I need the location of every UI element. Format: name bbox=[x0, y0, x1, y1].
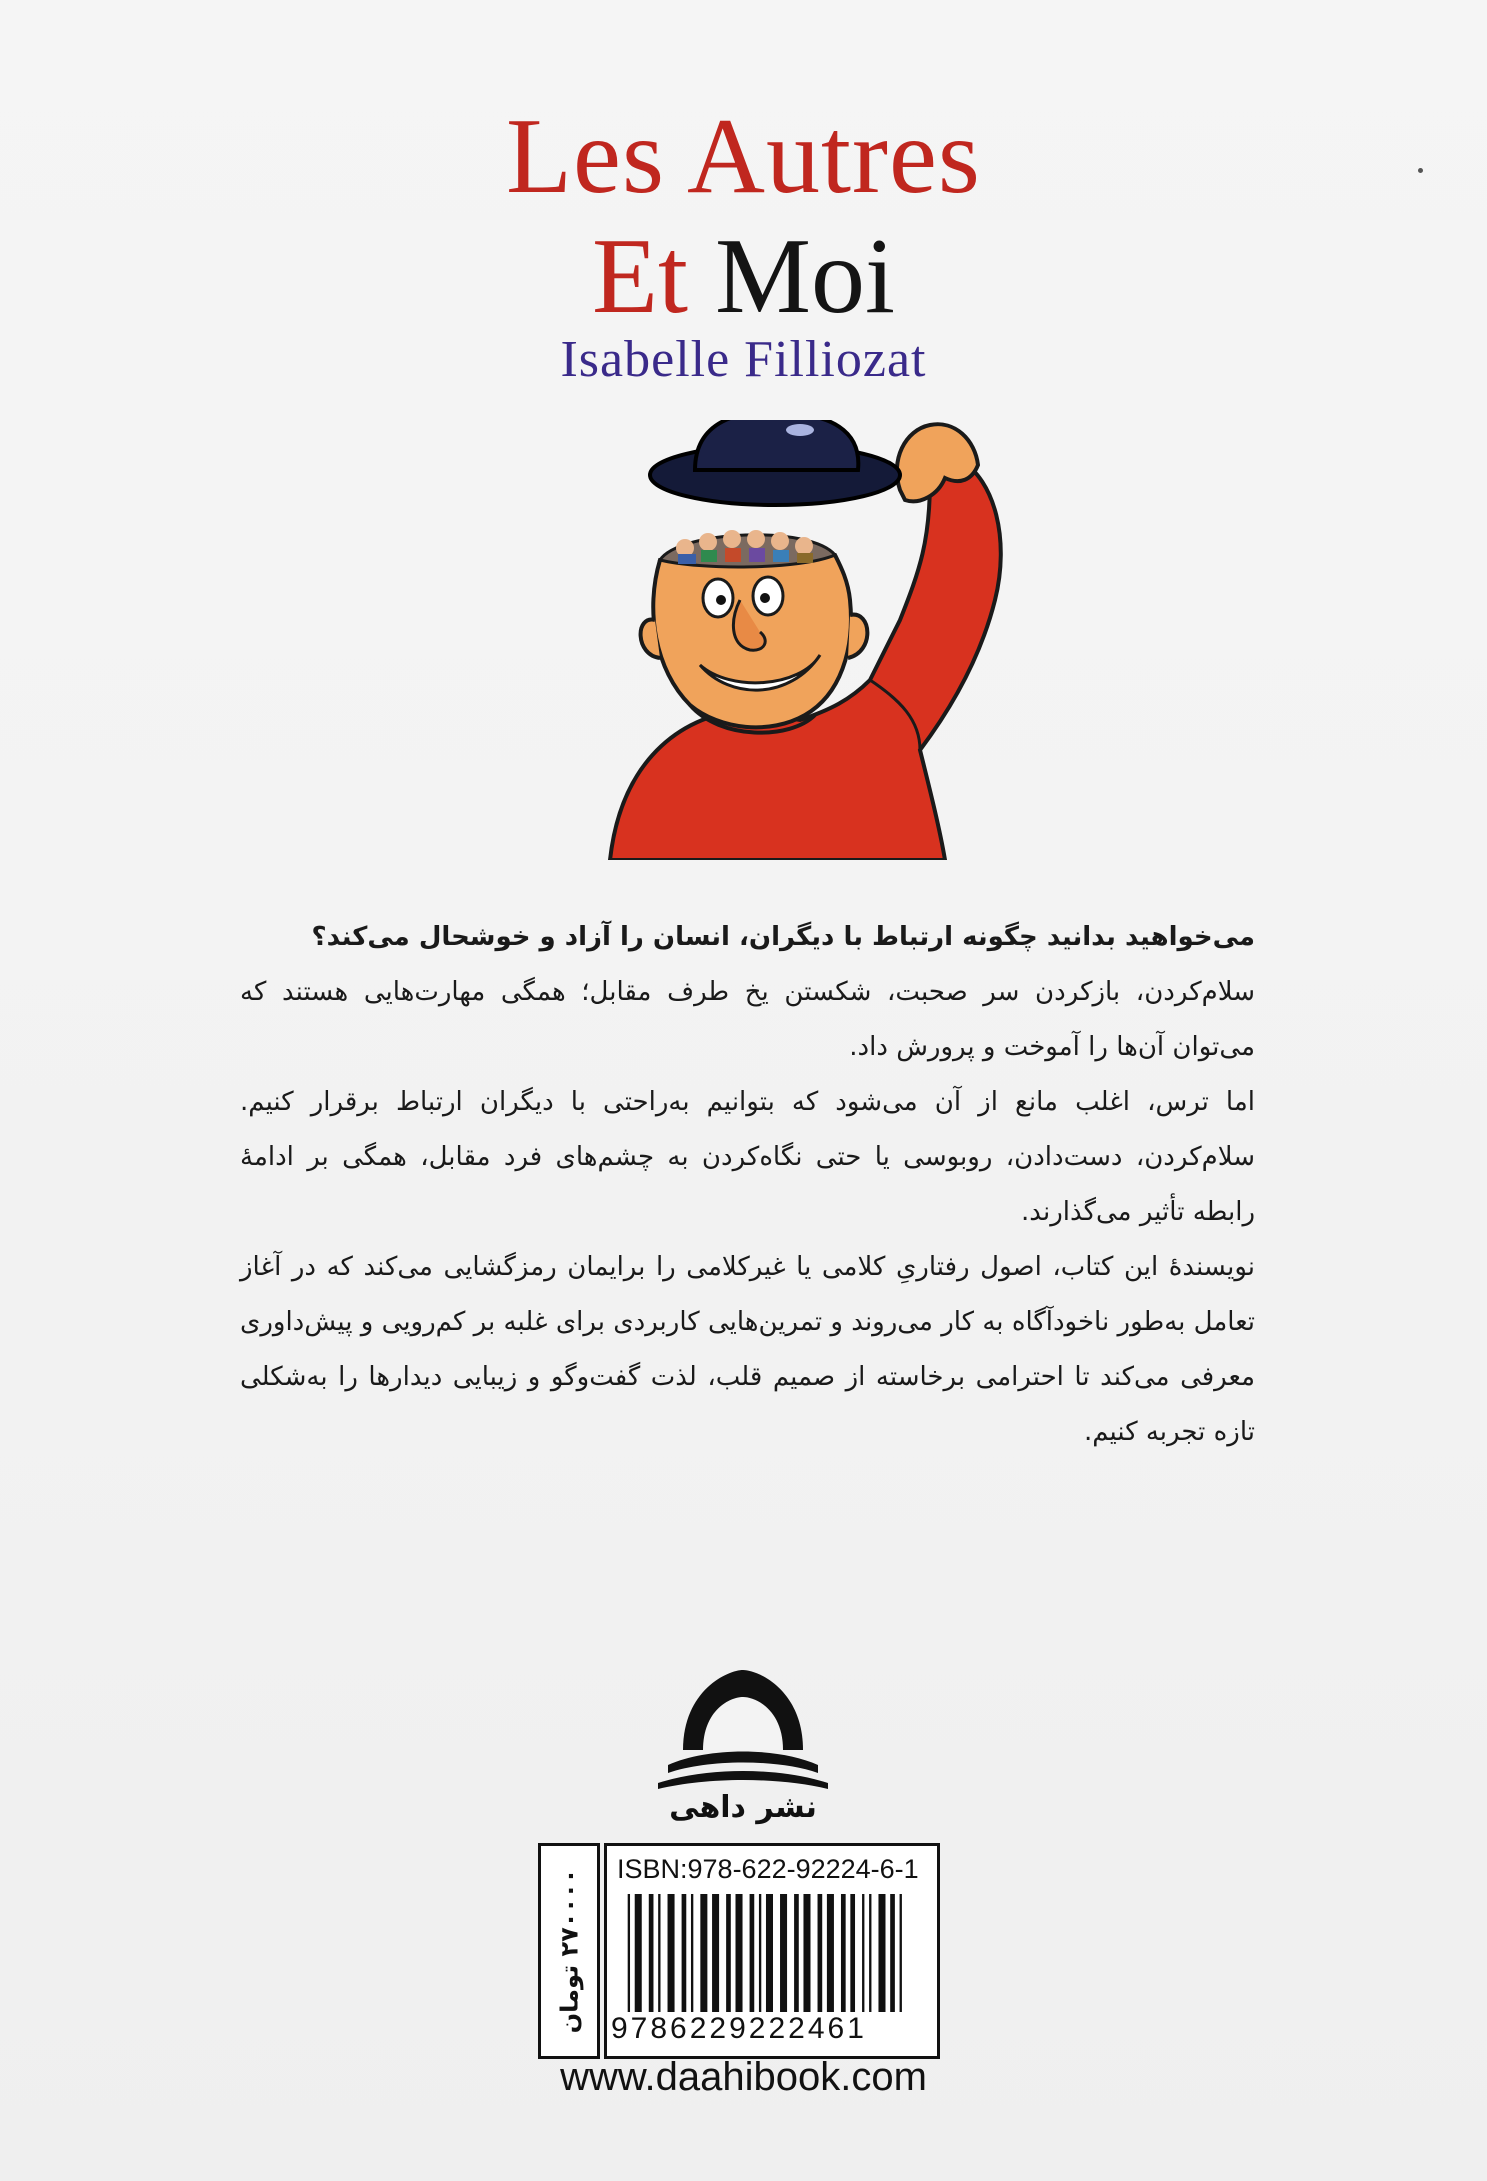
price-box bbox=[538, 1843, 600, 2059]
description-paragraph-3: نویسندهٔ این کتاب، اصول رفتاریِ کلامی یا غیرکلامی را برایمان رمزگشایی می‌کند که در آغاز تعامل به‌طور ناخودآگاه به کار می‌روند و تمرین‌هایی کاربردی برای غلبه بر کم‌رویی و پیش‌داوری معرفی می‌کند تا احترامی برخاسته از صمیم قلب، لذت گفت‌وگو و زیبایی دیدارها را به‌شکلی تازه تجربه کنیم. bbox=[240, 1252, 1255, 1447]
barcode-bar bbox=[712, 1894, 719, 2012]
cartoon-man-illustration bbox=[600, 420, 1070, 860]
barcode-number: 9786229222461 bbox=[611, 2012, 867, 2045]
barcode-bar bbox=[691, 1894, 693, 2012]
barcode-bar bbox=[900, 1894, 902, 2012]
barcode-bar bbox=[803, 1894, 810, 2012]
barcode-bar bbox=[766, 1894, 773, 2012]
barcode-bar bbox=[869, 1894, 871, 2012]
publisher-name: نشر داهی bbox=[669, 1790, 817, 1825]
barcode-bar bbox=[780, 1894, 787, 2012]
barcode-bar bbox=[668, 1894, 675, 2012]
barcode-bar bbox=[890, 1894, 895, 2012]
isbn-label: ISBN:978-622-92224-6-1 bbox=[617, 1854, 919, 1884]
barcode-bar bbox=[726, 1894, 731, 2012]
title-word-moi: Moi bbox=[714, 217, 896, 336]
back-cover-description bbox=[240, 910, 1255, 1460]
barcode-bar bbox=[862, 1894, 864, 2012]
barcode-icon bbox=[623, 1894, 923, 2012]
description-paragraph-1: سلام‌کردن، بازکردن سر صحبت، شکستن یخ طرف مقابل؛ همگی مهارت‌هایی هستند که می‌توان آن‌ها را آموخت و پرورش داد. bbox=[240, 977, 1255, 1062]
description-lead: می‌خواهید بدانید چگونه ارتباط با دیگران، انسان را آزاد و خوشحال می‌کند؟ bbox=[311, 922, 1255, 952]
barcode-bar bbox=[682, 1894, 687, 2012]
title-word-et: Et bbox=[591, 217, 688, 336]
barcode-bar bbox=[818, 1894, 823, 2012]
barcode-bar bbox=[700, 1894, 707, 2012]
barcode-bar bbox=[658, 1894, 660, 2012]
barcode-bar bbox=[827, 1894, 834, 2012]
barcode-bar bbox=[649, 1894, 654, 2012]
author-name: Isabelle Filliozat bbox=[560, 331, 927, 388]
barcode-bar bbox=[850, 1894, 855, 2012]
description-paragraph-2: اما ترس، اغلب مانع از آن می‌شود که بتوانیم به‌راحتی با دیگران ارتباط برقرار کنیم. سلام‌کردن، دست‌دادن، روبوسی یا حتی نگاه‌کردن به چشم‌های فرد مقابل، همگی بر ادامهٔ رابطه تأثیر می‌گذارند. bbox=[240, 1087, 1255, 1227]
barcode-bar bbox=[759, 1894, 761, 2012]
barcode-bar bbox=[736, 1894, 743, 2012]
title-line-1: Les Autres bbox=[506, 97, 981, 216]
barcode-bar bbox=[794, 1894, 799, 2012]
barcode-bar bbox=[841, 1894, 846, 2012]
barcode-bar bbox=[628, 1894, 630, 2012]
price-label: ۲۷۰۰۰۰ تومان bbox=[555, 1868, 584, 2034]
publisher-website: www.daahibook.com bbox=[560, 2055, 927, 2099]
barcode-bar bbox=[750, 1894, 755, 2012]
barcode-bar bbox=[635, 1894, 642, 2012]
barcode-bar bbox=[878, 1894, 885, 2012]
isbn-barcode-box bbox=[604, 1843, 940, 2059]
title-line-2 bbox=[0, 215, 1487, 339]
